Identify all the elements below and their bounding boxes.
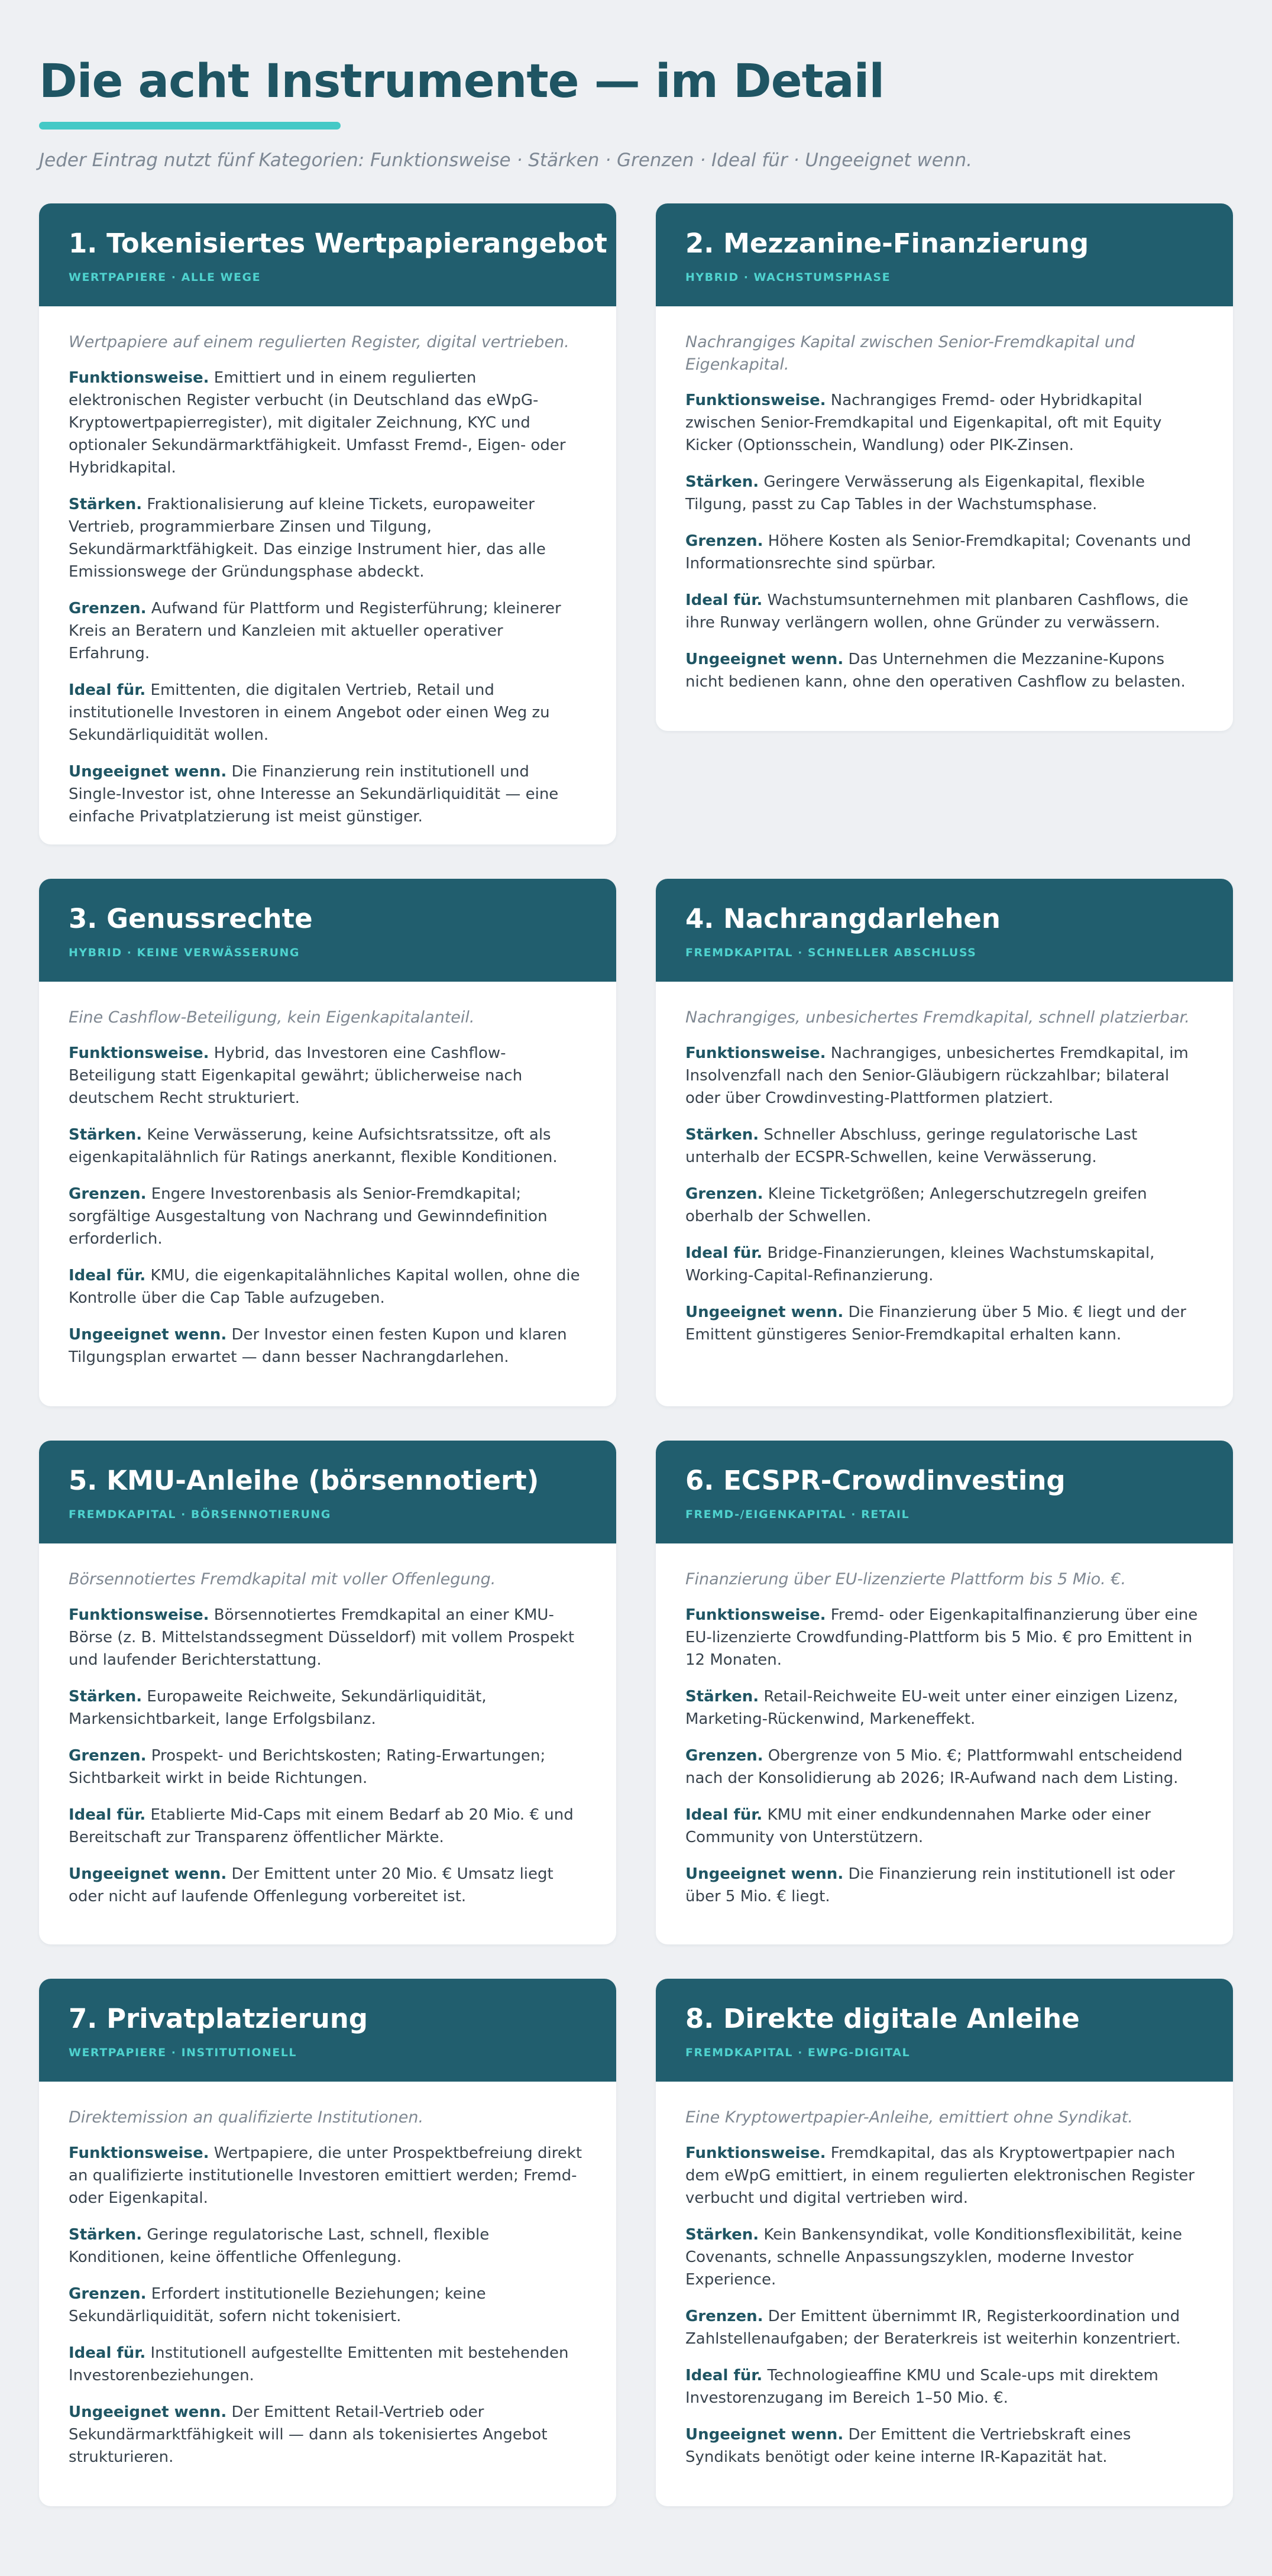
entry-ungeeignet	[69, 1863, 587, 1908]
instrument-card-1	[39, 203, 616, 844]
entry-label: Stärken.	[685, 1126, 759, 1144]
card-header	[39, 1979, 616, 2082]
entry-text: Institutionell aufgestellte Emittenten mit bestehenden Investorenbeziehungen.	[69, 2344, 569, 2384]
entry-label: Funktionsweise.	[685, 391, 826, 409]
entry-ungeeignet	[69, 760, 587, 828]
entry-funktionsweise	[69, 2142, 587, 2209]
card-title: 6. ECSPR-Crowdinvesting	[685, 1465, 1066, 1496]
entry-ideal	[685, 1804, 1203, 1849]
entry-text: Schneller Abschluss, geringe regulatorische Last unterhalb der ECSPR-Schwellen, keine Verwässerung.	[685, 1126, 1138, 1166]
entry-label: Ideal für.	[69, 1267, 146, 1284]
entry-label: Grenzen.	[685, 1185, 763, 1203]
instrument-card-4	[656, 879, 1233, 1406]
entry-staerken	[69, 1124, 587, 1169]
entry-label: Funktionsweise.	[69, 369, 209, 387]
entry-staerken	[685, 1685, 1203, 1730]
entry-label: Grenzen.	[685, 532, 763, 550]
entry-label: Funktionsweise.	[685, 1606, 826, 1624]
entry-label: Stärken.	[69, 2226, 143, 2244]
entry-text: Die Finanzierung über 5 Mio. € liegt und der Emittent günstigeres Senior-Fremdkapital erhalten kann.	[685, 1303, 1186, 1344]
entry-label: Stärken.	[685, 1688, 759, 1706]
instrument-card-8	[656, 1979, 1233, 2506]
entry-ideal	[69, 679, 587, 746]
entry-text: Fraktionalisierung auf kleine Tickets, europaweiter Vertrieb, programmierbare Zinsen und Tilgung, Sekundärmarktfähigkeit. Das einzige Instrument hier, das alle Emissionswege der Gründungsphase abdeckt.	[69, 496, 546, 581]
card-intro: Nachrangiges Kapital zwischen Senior-Fremdkapital und Eigenkapital.	[685, 333, 1135, 374]
entry-text: Geringere Verwässerung als Eigenkapital, flexible Tilgung, passt zu Cap Tables in der Wachstumsphase.	[685, 473, 1145, 513]
entry-label: Funktionsweise.	[69, 1606, 209, 1624]
card-intro: Direktemission an qualifizierte Institutionen.	[69, 2108, 424, 2127]
card-intro: Börsennotiertes Fremdkapital mit voller Offenlegung.	[69, 1570, 496, 1588]
entry-label: Ideal für.	[685, 1806, 763, 1824]
card-intro: Wertpapiere auf einem regulierten Register, digital vertrieben.	[69, 333, 569, 351]
entry-label: Funktionsweise.	[685, 2144, 826, 2162]
card-body	[656, 982, 1233, 1372]
entry-text: Der Emittent Retail-Vertrieb oder Sekundärmarktfähigkeit will — dann als tokenisiertes Angebot strukturieren.	[69, 2403, 548, 2466]
card-header	[656, 1441, 1233, 1543]
entry-ungeeignet	[685, 1863, 1203, 1908]
entry-ungeeignet	[685, 1301, 1203, 1346]
card-intro: Eine Kryptowertpapier-Anleihe, emittiert ohne Syndikat.	[685, 2108, 1133, 2127]
entry-text: Fremdkapital, das als Kryptowertpapier nach dem eWpG emittiert, in einem regulierten elektronischen Register verbucht und digital vertrieben wird.	[685, 2144, 1195, 2207]
entry-text: KMU mit einer endkundennahen Marke oder einer Community von Unterstützern.	[685, 1806, 1151, 1846]
entry-label: Grenzen.	[69, 1747, 147, 1765]
card-title: 1. Tokenisiertes Wertpapierangebot	[69, 228, 607, 259]
entry-funktionsweise	[69, 1042, 587, 1109]
entry-text: Kein Bankensyndikat, volle Konditionsflexibilität, keine Covenants, schnelle Anpassungszyklen, moderne Investor Experience.	[685, 2226, 1182, 2289]
card-body	[39, 2082, 616, 2494]
entry-text: Europaweite Reichweite, Sekundärliquidität, Markensichtbarkeit, lange Erfolgsbilanz.	[69, 1688, 487, 1728]
card-title: 4. Nachrangdarlehen	[685, 903, 1001, 934]
entry-grenzen	[69, 2283, 587, 2328]
card-title: 7. Privatplatzierung	[69, 2003, 368, 2034]
entry-ideal	[685, 1242, 1203, 1287]
entry-text: KMU, die eigenkapitalähnliches Kapital wollen, ohne die Kontrolle über die Cap Table aufzugeben.	[69, 1267, 580, 1307]
entry-funktionsweise	[685, 1604, 1203, 1671]
entry-text: Bridge-Finanzierungen, kleines Wachstumskapital, Working-Capital-Refinanzierung.	[685, 1244, 1155, 1284]
card-body	[39, 982, 616, 1394]
entry-grenzen	[685, 1745, 1203, 1789]
entry-label: Ideal für.	[685, 1244, 763, 1262]
entry-text: Emittenten, die digitalen Vertrieb, Retail und institutionelle Investoren in einem Angebot oder einen Weg zu Sekundärliquidität wollen.	[69, 681, 550, 744]
entry-staerken	[69, 1685, 587, 1730]
card-header	[656, 879, 1233, 982]
entry-funktionsweise	[69, 367, 587, 479]
entry-text: Geringe regulatorische Last, schnell, flexible Konditionen, keine öffentliche Offenlegung.	[69, 2226, 490, 2266]
entry-label: Grenzen.	[685, 1747, 763, 1765]
entry-label: Grenzen.	[69, 600, 147, 617]
entry-grenzen	[69, 597, 587, 665]
card-tag: FREMDKAPITAL · EWPG-DIGITAL	[685, 2046, 911, 2059]
entry-text: Technologieaffine KMU und Scale-ups mit direktem Investorenzugang im Bereich 1–50 Mio. €.	[685, 2367, 1158, 2407]
instrument-card-6	[656, 1441, 1233, 1944]
entry-label: Ungeeignet wenn.	[69, 1326, 227, 1344]
entry-text: Nachrangiges, unbesichertes Fremdkapital, im Insolvenzfall nach den Senior-Gläubigern rückzahlbar; bilateral oder über Crowdinvesting-Plattformen platziert.	[685, 1044, 1189, 1107]
entry-label: Ideal für.	[69, 681, 146, 699]
entry-label: Funktionsweise.	[685, 1044, 826, 1062]
card-title: 5. KMU-Anleihe (börsennotiert)	[69, 1465, 539, 1496]
entry-label: Grenzen.	[69, 1185, 147, 1203]
entry-funktionsweise	[685, 2142, 1203, 2209]
entry-text: Börsennotiertes Fremdkapital an einer KMU-Börse (z. B. Mittelstandssegment Düsseldorf) mit vollem Prospekt und laufender Berichterstattung.	[69, 1606, 575, 1669]
entry-ideal	[685, 589, 1203, 634]
entry-label: Grenzen.	[69, 2285, 147, 2303]
entry-label: Stärken.	[685, 2226, 759, 2244]
entry-text: Nachrangiges Fremd- oder Hybridkapital zwischen Senior-Fremdkapital und Eigenkapital, oft mit Equity Kicker (Optionsschein, Wandlung) oder PIK-Zinsen.	[685, 391, 1162, 454]
entry-staerken	[69, 2224, 587, 2268]
entry-text: Wertpapiere, die unter Prospektbefreiung direkt an qualifizierte institutionelle Investoren emittiert werden; Fremd- oder Eigenkapital.	[69, 2144, 582, 2207]
card-tag: FREMD-/EIGENKAPITAL · RETAIL	[685, 1508, 910, 1521]
entry-label: Ideal für.	[685, 2367, 763, 2384]
entry-grenzen	[69, 1745, 587, 1789]
entry-text: Der Investor einen festen Kupon und klaren Tilgungsplan erwartet — dann besser Nachrangdarlehen.	[69, 1326, 567, 1366]
entry-text: Etablierte Mid-Caps mit einem Bedarf ab 20 Mio. € und Bereitschaft zur Transparenz öffentlicher Märkte.	[69, 1806, 574, 1846]
entry-text: Wachstumsunternehmen mit planbaren Cashflows, die ihre Runway verlängern wollen, ohne Gründer zu verwässern.	[685, 591, 1189, 632]
entry-text: Retail-Reichweite EU-weit unter einer einzigen Lizenz, Marketing-Rückenwind, Markeneffekt.	[685, 1688, 1179, 1728]
entry-label: Stärken.	[69, 1688, 143, 1706]
entry-label: Funktionsweise.	[69, 1044, 209, 1062]
entry-staerken	[69, 493, 587, 583]
entry-text: Der Emittent übernimmt IR, Registerkoordination und Zahlstellenaufgaben; der Beraterkreis ist weiterhin konzentriert.	[685, 2308, 1181, 2348]
instrument-card-2	[656, 203, 1233, 731]
title-underline	[39, 122, 341, 130]
entry-label: Grenzen.	[685, 2308, 763, 2325]
entry-ideal	[69, 2342, 587, 2387]
card-header	[656, 1979, 1233, 2082]
entry-ideal	[69, 1804, 587, 1849]
entry-staerken	[685, 471, 1203, 516]
entry-ungeeignet	[69, 2401, 587, 2468]
card-title: 3. Genussrechte	[69, 903, 313, 934]
entry-grenzen	[685, 2305, 1203, 2350]
entry-label: Ideal für.	[69, 1806, 146, 1824]
card-tag: FREMDKAPITAL · SCHNELLER ABSCHLUSS	[685, 946, 977, 959]
card-tag: WERTPAPIERE · ALLE WEGE	[69, 271, 261, 284]
entry-ideal	[69, 1264, 587, 1309]
entry-ideal	[685, 2364, 1203, 2409]
entry-label: Ungeeignet wenn.	[69, 2403, 227, 2421]
entry-text: Hybrid, das Investoren eine Cashflow-Beteiligung statt Eigenkapital gewährt; üblicherweise nach deutschem Recht strukturiert.	[69, 1044, 523, 1107]
card-tag: HYBRID · WACHSTUMSPHASE	[685, 271, 891, 284]
card-body	[39, 1543, 616, 1934]
entry-text: Der Emittent unter 20 Mio. € Umsatz liegt oder nicht auf laufende Offenlegung vorbereitet ist.	[69, 1865, 554, 1905]
entry-text: Aufwand für Plattform und Registerführung; kleinerer Kreis an Beratern und Kanzleien mit aktueller operativer Erfahrung.	[69, 600, 561, 662]
entry-ungeeignet	[685, 2423, 1203, 2468]
card-body	[39, 306, 616, 844]
entry-grenzen	[685, 1183, 1203, 1228]
card-tag: WERTPAPIERE · INSTITUTIONELL	[69, 2046, 297, 2059]
entry-label: Ungeeignet wenn.	[69, 1865, 227, 1883]
page-title: Die acht Instrumente — im Detail	[39, 55, 885, 108]
card-title: 8. Direkte digitale Anleihe	[685, 2003, 1080, 2034]
entry-text: Emittiert und in einem regulierten elektronischen Register verbucht (in Deutschland das eWpG-Kryptowertpapierregister), mit digitaler Zeichnung, KYC und optionaler Sekundärmarktfähigkeit. Umfasst Fremd-, Eigen- oder Hybridkapital.	[69, 369, 566, 477]
entry-text: Keine Verwässerung, keine Aufsichtsratssitze, oft als eigenkapitalähnlich für Ratings anerkannt, flexible Konditionen.	[69, 1126, 558, 1166]
entry-text: Kleine Ticketgrößen; Anlegerschutzregeln greifen oberhalb der Schwellen.	[685, 1185, 1147, 1225]
entry-ungeeignet	[69, 1323, 587, 1368]
page-subtitle: Jeder Eintrag nutzt fünf Kategorien: Funktionsweise · Stärken · Grenzen · Ideal für · Ungeeignet wenn.	[39, 150, 973, 171]
entry-label: Ungeeignet wenn.	[685, 2426, 844, 2444]
entry-text: Obergrenze von 5 Mio. €; Plattformwahl entscheidend nach der Konsolidierung ab 2026; IR-Aufwand nach dem Listing.	[685, 1747, 1183, 1787]
entry-staerken	[685, 2224, 1203, 2291]
entry-label: Ungeeignet wenn.	[69, 763, 227, 781]
entry-text: Höhere Kosten als Senior-Fremdkapital; Covenants und Informationsrechte sind spürbar.	[685, 532, 1192, 572]
entry-label: Ideal für.	[685, 591, 763, 609]
entry-label: Stärken.	[69, 496, 143, 513]
entry-text: Der Emittent die Vertriebskraft eines Syndikats benötigt oder keine interne IR-Kapazität hat.	[685, 2426, 1131, 2466]
entry-funktionsweise	[685, 1042, 1203, 1109]
card-intro: Nachrangiges, unbesichertes Fremdkapital, schnell platzierbar.	[685, 1008, 1190, 1027]
entry-grenzen	[69, 1183, 587, 1250]
card-header	[39, 1441, 616, 1543]
entry-staerken	[685, 1124, 1203, 1169]
entry-text: Fremd- oder Eigenkapitalfinanzierung über eine EU-lizenzierte Crowdfunding-Plattform bis 5 Mio. € pro Emittent in 12 Monaten.	[685, 1606, 1198, 1669]
entry-text: Prospekt- und Berichtskosten; Rating-Erwartungen; Sichtbarkeit wirkt in beide Richtungen.	[69, 1747, 546, 1787]
card-header	[39, 879, 616, 982]
card-tag: HYBRID · KEINE VERWÄSSERUNG	[69, 946, 300, 959]
entry-ungeeignet	[685, 648, 1203, 693]
instrument-card-3	[39, 879, 616, 1406]
card-header	[656, 203, 1233, 306]
card-intro: Finanzierung über EU-lizenzierte Plattform bis 5 Mio. €.	[685, 1570, 1127, 1588]
entry-label: Stärken.	[69, 1126, 143, 1144]
entry-label: Funktionsweise.	[69, 2144, 209, 2162]
entry-text: Engere Investorenbasis als Senior-Fremdkapital; sorgfältige Ausgestaltung von Nachrang und Gewinndefinition erforderlich.	[69, 1185, 548, 1248]
entry-text: Die Finanzierung rein institutionell ist oder über 5 Mio. € liegt.	[685, 1865, 1175, 1905]
entry-label: Ideal für.	[69, 2344, 146, 2362]
card-tag: FREMDKAPITAL · BÖRSENNOTIERUNG	[69, 1508, 331, 1521]
entry-grenzen	[685, 530, 1203, 575]
entry-label: Ungeeignet wenn.	[685, 651, 844, 668]
card-intro: Eine Cashflow-Beteiligung, kein Eigenkapitalanteil.	[69, 1008, 475, 1027]
entry-funktionsweise	[685, 389, 1203, 457]
entry-label: Ungeeignet wenn.	[685, 1303, 844, 1321]
entry-text: Das Unternehmen die Mezzanine-Kupons nicht bedienen kann, ohne den operativen Cashflow zu belasten.	[685, 651, 1186, 691]
card-header	[39, 203, 616, 306]
card-title: 2. Mezzanine-Finanzierung	[685, 228, 1089, 259]
entry-label: Stärken.	[685, 473, 759, 491]
card-body	[656, 1543, 1233, 1934]
instrument-card-5	[39, 1441, 616, 1944]
entry-text: Erfordert institutionelle Beziehungen; keine Sekundärliquidität, sofern nicht tokenisiert.	[69, 2285, 486, 2325]
instrument-card-7	[39, 1979, 616, 2506]
card-body	[656, 306, 1233, 719]
entry-text: Die Finanzierung rein institutionell und Single-Investor ist, ohne Interesse an Sekundärliquidität — eine einfache Privatplatzierung ist meist günstiger.	[69, 763, 559, 826]
entry-funktionsweise	[69, 1604, 587, 1671]
card-body	[656, 2082, 1233, 2494]
entry-label: Ungeeignet wenn.	[685, 1865, 844, 1883]
